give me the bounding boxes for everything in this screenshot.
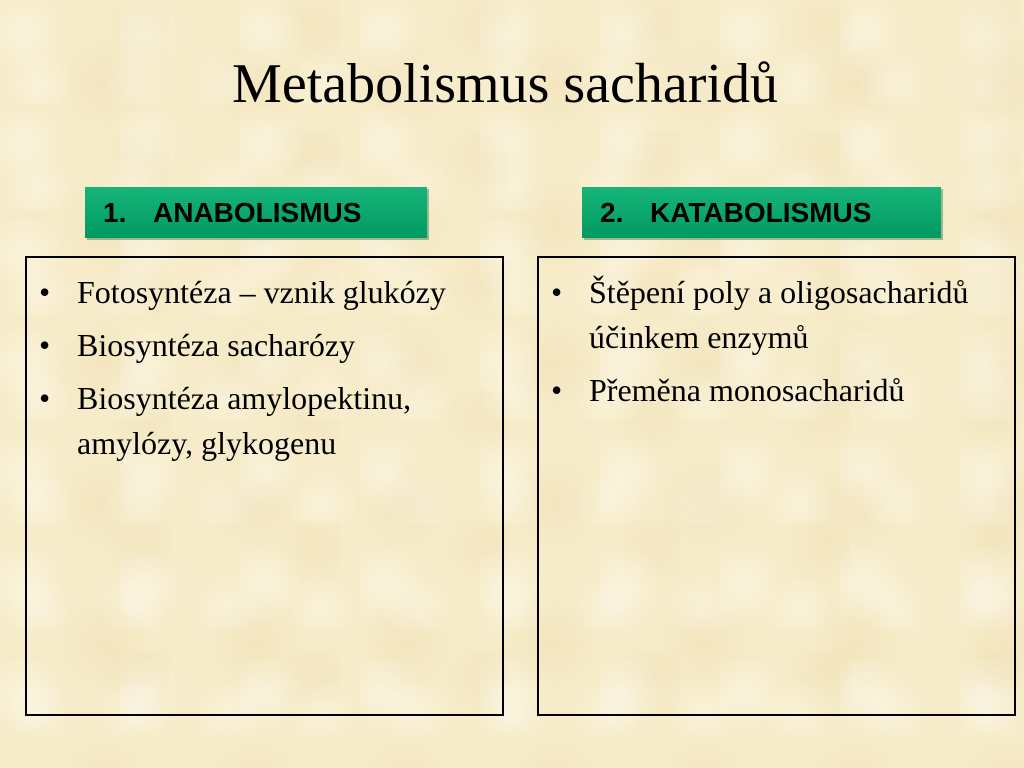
list-item-text: Fotosyntéza – vznik glukózy — [77, 274, 446, 310]
list-item — [35, 323, 496, 368]
catabolism-box — [537, 256, 1016, 716]
list-item — [547, 270, 1008, 360]
list-item — [35, 270, 496, 315]
list-item — [547, 368, 1008, 413]
anabolism-number: 1. — [103, 197, 127, 228]
list-item-text: Biosyntéza amylopektinu, amylózy, glykogenu — [77, 380, 412, 461]
bullet-icon: • — [39, 380, 51, 416]
anabolism-heading: ANABOLISMUS — [153, 197, 362, 228]
bullet-icon: • — [551, 274, 563, 310]
catabolism-list — [547, 270, 1008, 421]
anabolism-box — [25, 256, 504, 716]
anabolism-list — [35, 270, 496, 474]
list-item-text: Přeměna monosacharidů — [589, 372, 905, 408]
catabolism-heading-badge — [582, 187, 941, 238]
bullet-icon: • — [39, 274, 51, 310]
bullet-icon: • — [551, 372, 563, 408]
bullet-icon: • — [39, 327, 51, 363]
catabolism-number: 2. — [600, 197, 624, 228]
list-item — [35, 376, 496, 466]
anabolism-heading-badge — [85, 187, 427, 238]
list-item-text: Štěpení poly a oligosacharidů účinkem enzymů — [589, 274, 969, 355]
list-item-text: Biosyntéza sacharózy — [77, 327, 356, 363]
catabolism-heading: KATABOLISMUS — [650, 197, 872, 228]
slide-title: Metabolismus sacharidů — [232, 53, 778, 115]
